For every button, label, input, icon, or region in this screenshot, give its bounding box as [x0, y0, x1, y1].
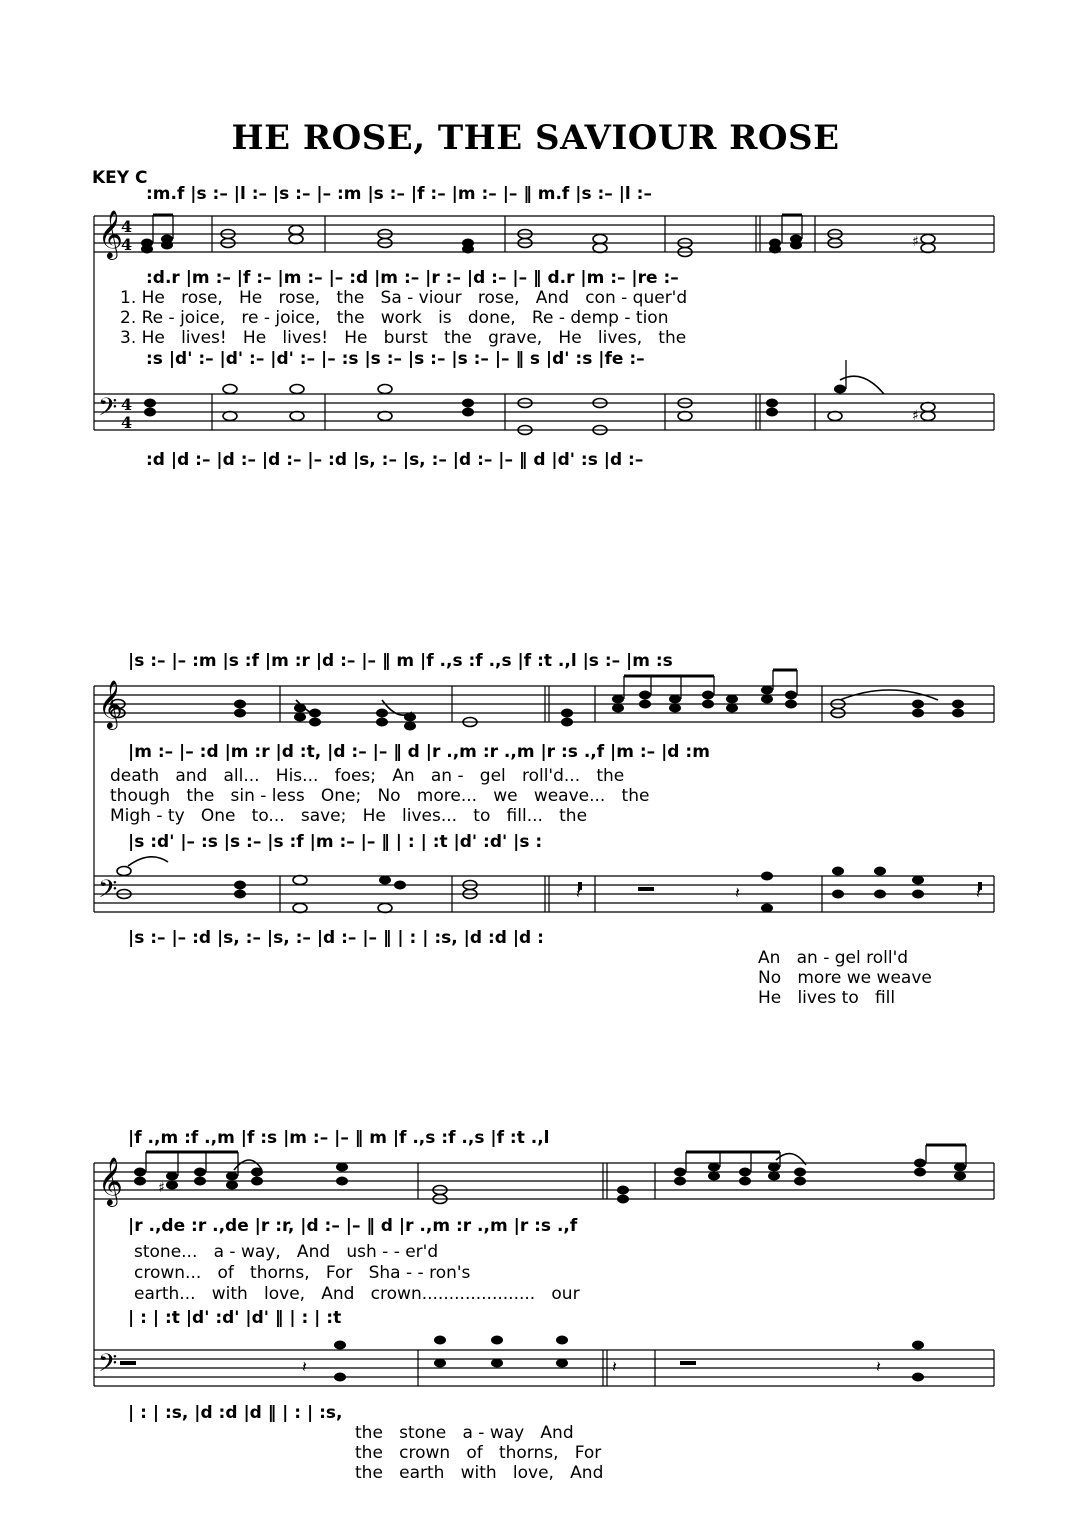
bass-solfa-line: :d |d :– |d :– |d :– |– :d |s, :– |s, :– |d :– |– ‖ d |d' :s |d :–	[146, 450, 644, 470]
alto-solfa-line: :d.r |m :– |f :– |m :– |– :d |m :– |r :– |d :– |– ‖ d.r |m :– |re :–	[146, 268, 679, 288]
bass-lyrics-3: He lives to fill	[758, 988, 896, 1008]
bass-clef-icon: 𝄢	[98, 1349, 118, 1384]
treble-clef-icon: 𝄞	[98, 1156, 123, 1205]
bass-lyrics-3: the earth with love, And	[355, 1463, 604, 1483]
bass-lyrics-1: An an - gel roll'd	[758, 948, 909, 968]
tenor-solfa-line: :s |d' :– |d' :– |d' :– |– :s |s :– |s :– |s :– |– ‖ s |d' :s |fe :–	[146, 349, 645, 369]
verse-3-lyrics: Migh - ty One to... save; He lives... to fill... the	[110, 806, 588, 826]
soprano-solfa-line: |s :– |– :m |s :f |m :r |d :– |– ‖ m |f .,s :f .,s |f :t .,l |s :– |m :s	[128, 651, 673, 671]
soprano-solfa-line: |f .,m :f .,m |f :s |m :– |– ‖ m |f .,s :f .,s |f :t .,l	[128, 1128, 550, 1148]
verse-2-lyrics: though the sin - less One; No more... we weave... the	[110, 786, 650, 806]
svg-text:𝄽: 𝄽	[612, 1357, 617, 1376]
alto-solfa-line: |r .,de :r .,de |r :r, |d :– |– ‖ d |r .,m :r .,m |r :s .,f	[128, 1216, 578, 1236]
verse-1-lyrics: stone... a - way, And ush - - er'd	[134, 1242, 439, 1262]
tenor-solfa-line: |s :d' |– :s |s :– |s :f |m :– |– ‖ | : | :t |d' :d' |s :	[128, 832, 543, 852]
treble-clef-icon: 𝄞	[98, 679, 123, 728]
tenor-solfa-line: | : | :t |d' :d' |d' ‖ | : | :t	[128, 1308, 342, 1328]
treble-clef-icon: 𝄞	[98, 209, 123, 258]
verse-3-lyrics: earth... with love, And crown..................... our	[134, 1284, 580, 1304]
time-signature-icon: 4	[121, 217, 133, 236]
bass-clef-icon: 𝄢	[98, 875, 118, 910]
bass-clef-icon: 𝄢	[98, 393, 118, 428]
svg-text:𝄽: 𝄽	[876, 1357, 881, 1376]
soprano-solfa-line: :m.f |s :– |l :– |s :– |– :m |s :– |f :– |m :– |– ‖ m.f |s :– |l :–	[146, 184, 652, 204]
key-signature-label: KEY C	[92, 168, 148, 188]
bass-lyrics-2: No more we weave	[758, 968, 932, 988]
svg-text:𝄽: 𝄽	[302, 1357, 307, 1376]
svg-text:♯: ♯	[912, 408, 919, 424]
verse-1-lyrics: death and all... His... foes; An an - gel roll'd... the	[110, 766, 625, 786]
bass-lyrics-2: the crown of thorns, For	[355, 1443, 602, 1463]
verse-2-lyrics: 2. Re - joice, re - joice, the work is done, Re - demp - tion	[120, 308, 669, 328]
rest-icon	[120, 1361, 136, 1365]
sharp-icon: ♯	[158, 1180, 165, 1196]
song-title: HE ROSE, THE SAVIOUR ROSE	[231, 118, 840, 158]
verse-1-lyrics: 1. He rose, He rose, the Sa - viour rose, And con - quer'd	[120, 288, 688, 308]
svg-text:4: 4	[121, 413, 133, 432]
bass-solfa-line: |s :– |– :d |s, :– |s, :– |d :– |– ‖ | : | :s, |d :d |d :	[128, 928, 544, 948]
svg-text:𝄽: 𝄽	[976, 883, 981, 902]
sharp-icon: ♯	[912, 234, 919, 250]
svg-text:4: 4	[121, 235, 133, 254]
rest-icon: 𝄽	[735, 883, 740, 902]
alto-solfa-line: |m :– |– :d |m :r |d :t, |d :– |– ‖ d |r .,m :r .,m |r :s .,f |m :– |d :m	[128, 742, 710, 762]
verse-2-lyrics: crown... of thorns, For Sha - - ron's	[134, 1263, 471, 1283]
bass-solfa-line: | : | :s, |d :d |d ‖ | : | :s,	[128, 1403, 343, 1423]
bass-lyrics-1: the stone a - way And	[355, 1423, 574, 1443]
svg-text:𝄽: 𝄽	[576, 883, 581, 902]
svg-text:4: 4	[121, 395, 133, 414]
verse-3-lyrics: 3. He lives! He lives! He burst the grave, He lives, the	[120, 328, 687, 348]
